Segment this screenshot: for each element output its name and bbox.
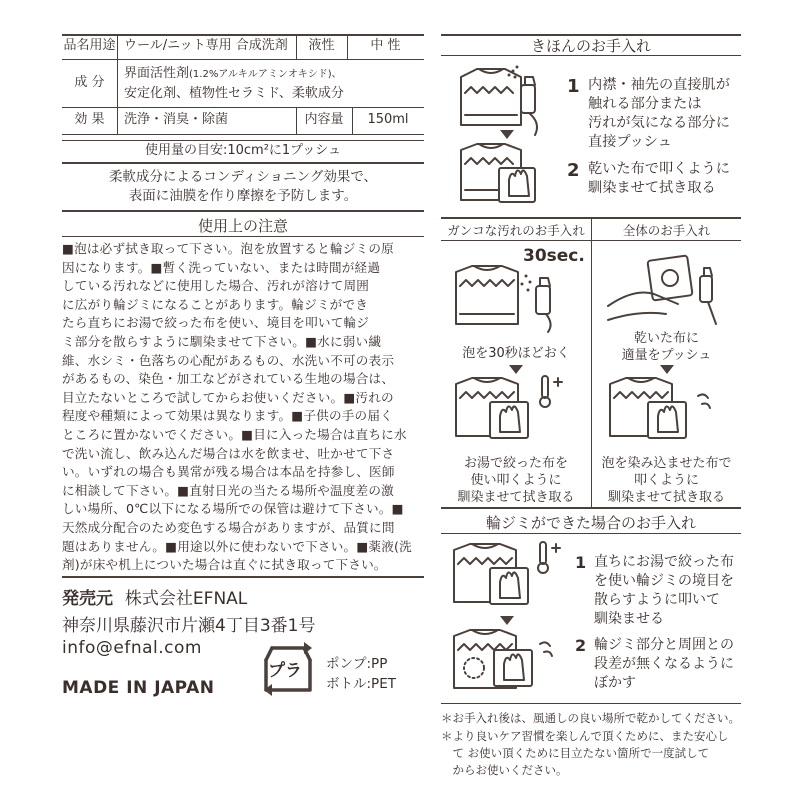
- recycle-materials: [326, 654, 396, 694]
- product-name-value: ウール/ニット専用 合成洗剤: [124, 38, 288, 54]
- ring-step-2-text: [594, 636, 734, 693]
- basic-step-2-number: 2: [567, 160, 580, 181]
- caution-line-8: があるもの、染色・加工などがされている生地の場合は、: [62, 371, 395, 387]
- seller-info: [62, 584, 247, 609]
- pump-material: ポンプ:PP: [326, 656, 388, 672]
- ingredients-main: 界面活性剤: [124, 66, 190, 81]
- basic-step-1-number: 1: [567, 76, 580, 97]
- footnote-2: [441, 728, 761, 779]
- hand-cloth-spray-illustration: [604, 248, 730, 328]
- caution-line-11: ところに置かないでください。■目に入った場合は直ちに水: [62, 426, 407, 442]
- seller-name: 株式会社EFNAL: [124, 589, 248, 609]
- caution-line-16: 天然成分配合のため変色する場合がありますが、品質に問: [62, 519, 395, 535]
- overall-caption-2-line-2: 叩くように: [633, 473, 699, 488]
- caution-line-7: 維、水シミ・色落ちの心配があるもの、水洗い不可の表示: [62, 352, 395, 368]
- ring-step-1-line-1: 直ちにお湯で絞った布: [594, 554, 734, 570]
- sweater-hot-cloth-illustration: [450, 374, 580, 449]
- basic-care-title: きほんのお手入れ: [530, 37, 651, 55]
- volume-label: 内容量: [304, 112, 344, 128]
- caution-line-14: に相談して下さい。■直射日光の当たる場所や温度差の激: [62, 482, 394, 498]
- stubborn-caption-2-line-1: お湯で絞った布を: [463, 456, 568, 471]
- caution-title: 使用上の注意: [197, 217, 288, 235]
- product-name-label: 品名用途: [63, 38, 116, 54]
- footnote-2-line-3: からお使いください。: [441, 763, 568, 777]
- seller-label: 発売元: [62, 589, 113, 609]
- ring-step-2-line-1: 輪ジミ部分と周囲との: [594, 637, 734, 653]
- footnote-1: ＊お手入れ後は、風通しの良い場所で乾かしてください。: [441, 711, 740, 725]
- basic-step-1-text: [588, 76, 730, 152]
- sweater-foam-cloth-illustration: [604, 374, 730, 449]
- basic-step-1-line-4: 直接プッシュ: [588, 134, 672, 150]
- basic-step-1-line-3: 汚れが気になる部分に: [588, 115, 730, 131]
- company-email: info@efnal.com: [62, 638, 202, 658]
- overall-caption-1-line-2: 適量をプッシュ: [621, 348, 712, 363]
- overall-caption-2: [592, 455, 741, 506]
- softener-line-2: 表面に油膜を作り摩擦を予防します。: [128, 188, 358, 204]
- caution-line-2: 因になります。■暫く洗っていない、または時間が経過: [62, 259, 381, 275]
- softener-description: [62, 168, 424, 206]
- overall-caption-1: [592, 330, 741, 364]
- sweater-spray-illustration: [455, 63, 555, 138]
- basic-step-1-line-2: 触れる部分または: [588, 96, 702, 112]
- overall-caption-1-line-1: 乾いた布に: [633, 331, 699, 346]
- stubborn-caption-2-line-3: 馴染ませて拭き取る: [457, 490, 575, 505]
- caution-line-5: たら直ちにお湯で絞った布を使い、境目を叩いて輪ジ: [62, 315, 370, 331]
- caution-line-9: 目立たないところで試してからお使いください。■汚れの: [62, 389, 394, 405]
- arrow-down-icon: [500, 130, 514, 140]
- footnote-2-line-2: て お使い頂くために目立たない箇所で一度試して: [441, 746, 710, 760]
- caution-line-17: 題はありません。■用途以外に使わないで下さい。■薬液(洗: [62, 538, 412, 554]
- ring-step-1-number: 1: [575, 553, 587, 572]
- sweater-spray-wait-illustration: [450, 262, 580, 332]
- caution-body: [62, 240, 434, 575]
- pura-mark-text: プラ: [268, 661, 302, 681]
- ring-step-1-line-4: 馴染ませる: [594, 611, 664, 627]
- company-address: 神奈川県藤沢市片瀬4丁目3番1号: [62, 616, 316, 636]
- caution-line-4: に広がり輪ジミになることがあります。輪ジミができ: [62, 296, 369, 312]
- ring-step-1-text: [594, 553, 734, 629]
- caution-line-6: ミ部分を散らすように馴染ませて下さい。■水に弱い繊: [62, 333, 382, 349]
- caution-line-13: い。いずれの場合も異常が残る場合は本品を持参し、医師: [62, 464, 395, 480]
- ring-step-1-line-3: 散らすように叩いて: [594, 592, 720, 608]
- overall-care-title: 全体のお手入れ: [622, 223, 711, 238]
- ring-step-1-line-2: を使い輪ジミの境目を: [594, 573, 734, 589]
- basic-step-2-line-2: 馴染ませて拭き取る: [588, 180, 716, 196]
- ingredients-value: [124, 64, 424, 103]
- caution-line-15: しい場所、0℃以下になる場所での保管は避けて下さい。■: [62, 501, 404, 517]
- basic-step-2-line-1: 乾いた布で叩くように: [588, 161, 730, 177]
- bottle-material: ボトル:PET: [326, 676, 396, 692]
- wait-time-label: 30sec.: [523, 246, 585, 266]
- stubborn-caption-2: [441, 455, 591, 506]
- volume-value: 150ml: [367, 112, 409, 128]
- liquid-value: 中 性: [370, 38, 401, 54]
- stubborn-caption-1: 泡を30秒ほどおく: [462, 346, 570, 361]
- overall-caption-2-line-1: 泡を染み込ませた布で: [601, 456, 732, 471]
- stubborn-care-title: ガンコな汚れのお手入れ: [447, 223, 585, 238]
- sweater-ring-blend-illustration: [448, 626, 578, 696]
- effect-label: 効 果: [74, 112, 105, 128]
- caution-line-12: で洗い流し、飲み込んだ場合は水を飲ませ、吐かせて下さ: [62, 445, 395, 461]
- caution-line-3: している汚れなどに使用した場合、汚れが溶けて周囲: [62, 278, 370, 294]
- caution-line-18: 剤)が床や机上についた場合は直ぐに拭き取って下さい。: [62, 557, 387, 573]
- ring-step-2-line-2: 段差が無くなるように: [594, 656, 734, 672]
- usage-guide: 使用量の目安:10cm²に1プッシュ: [144, 142, 342, 158]
- made-in-japan: MADE IN JAPAN: [62, 678, 215, 698]
- softener-line-1: 柔軟成分によるコンディショニング効果で、: [108, 169, 378, 185]
- overall-caption-2-line-3: 馴染ませて拭き取る: [607, 490, 725, 505]
- caution-line-10: 程度や種類によって効果は異なります。■子供の手の届く: [62, 408, 393, 424]
- ring-care-title: 輪ジミができた場合のお手入れ: [485, 514, 696, 532]
- ingredients-line2: 安定化剤、植物性セラミド、柔軟成分: [124, 86, 344, 101]
- footnote-2-line-1: ＊より良いケア習慣を楽しんで頂くために、また安心し: [441, 729, 729, 743]
- ring-step-2-line-3: ぼかす: [594, 675, 636, 691]
- ring-step-2-number: 2: [575, 636, 587, 655]
- stubborn-caption-2-line-2: 使い叩くように: [470, 473, 562, 488]
- basic-step-1-line-1: 内襟・袖先の直接肌が: [588, 77, 730, 93]
- sweater-cloth-illustration: [455, 140, 555, 210]
- ingredients-note: (1.2%アルキルアミンオキシド)、: [189, 69, 342, 80]
- liquid-label: 液性: [308, 38, 335, 54]
- effect-value: 洗浄・消臭・除菌: [124, 112, 229, 128]
- caution-line-1: ■泡は必ず拭き取って下さい。泡を放置すると輪ジミの原: [62, 241, 394, 256]
- ingredients-label: 成 分: [74, 74, 105, 90]
- sweater-ring-hot-cloth-illustration: [448, 540, 578, 615]
- arrow-down-icon: [500, 616, 514, 626]
- basic-step-2-text: [588, 160, 730, 198]
